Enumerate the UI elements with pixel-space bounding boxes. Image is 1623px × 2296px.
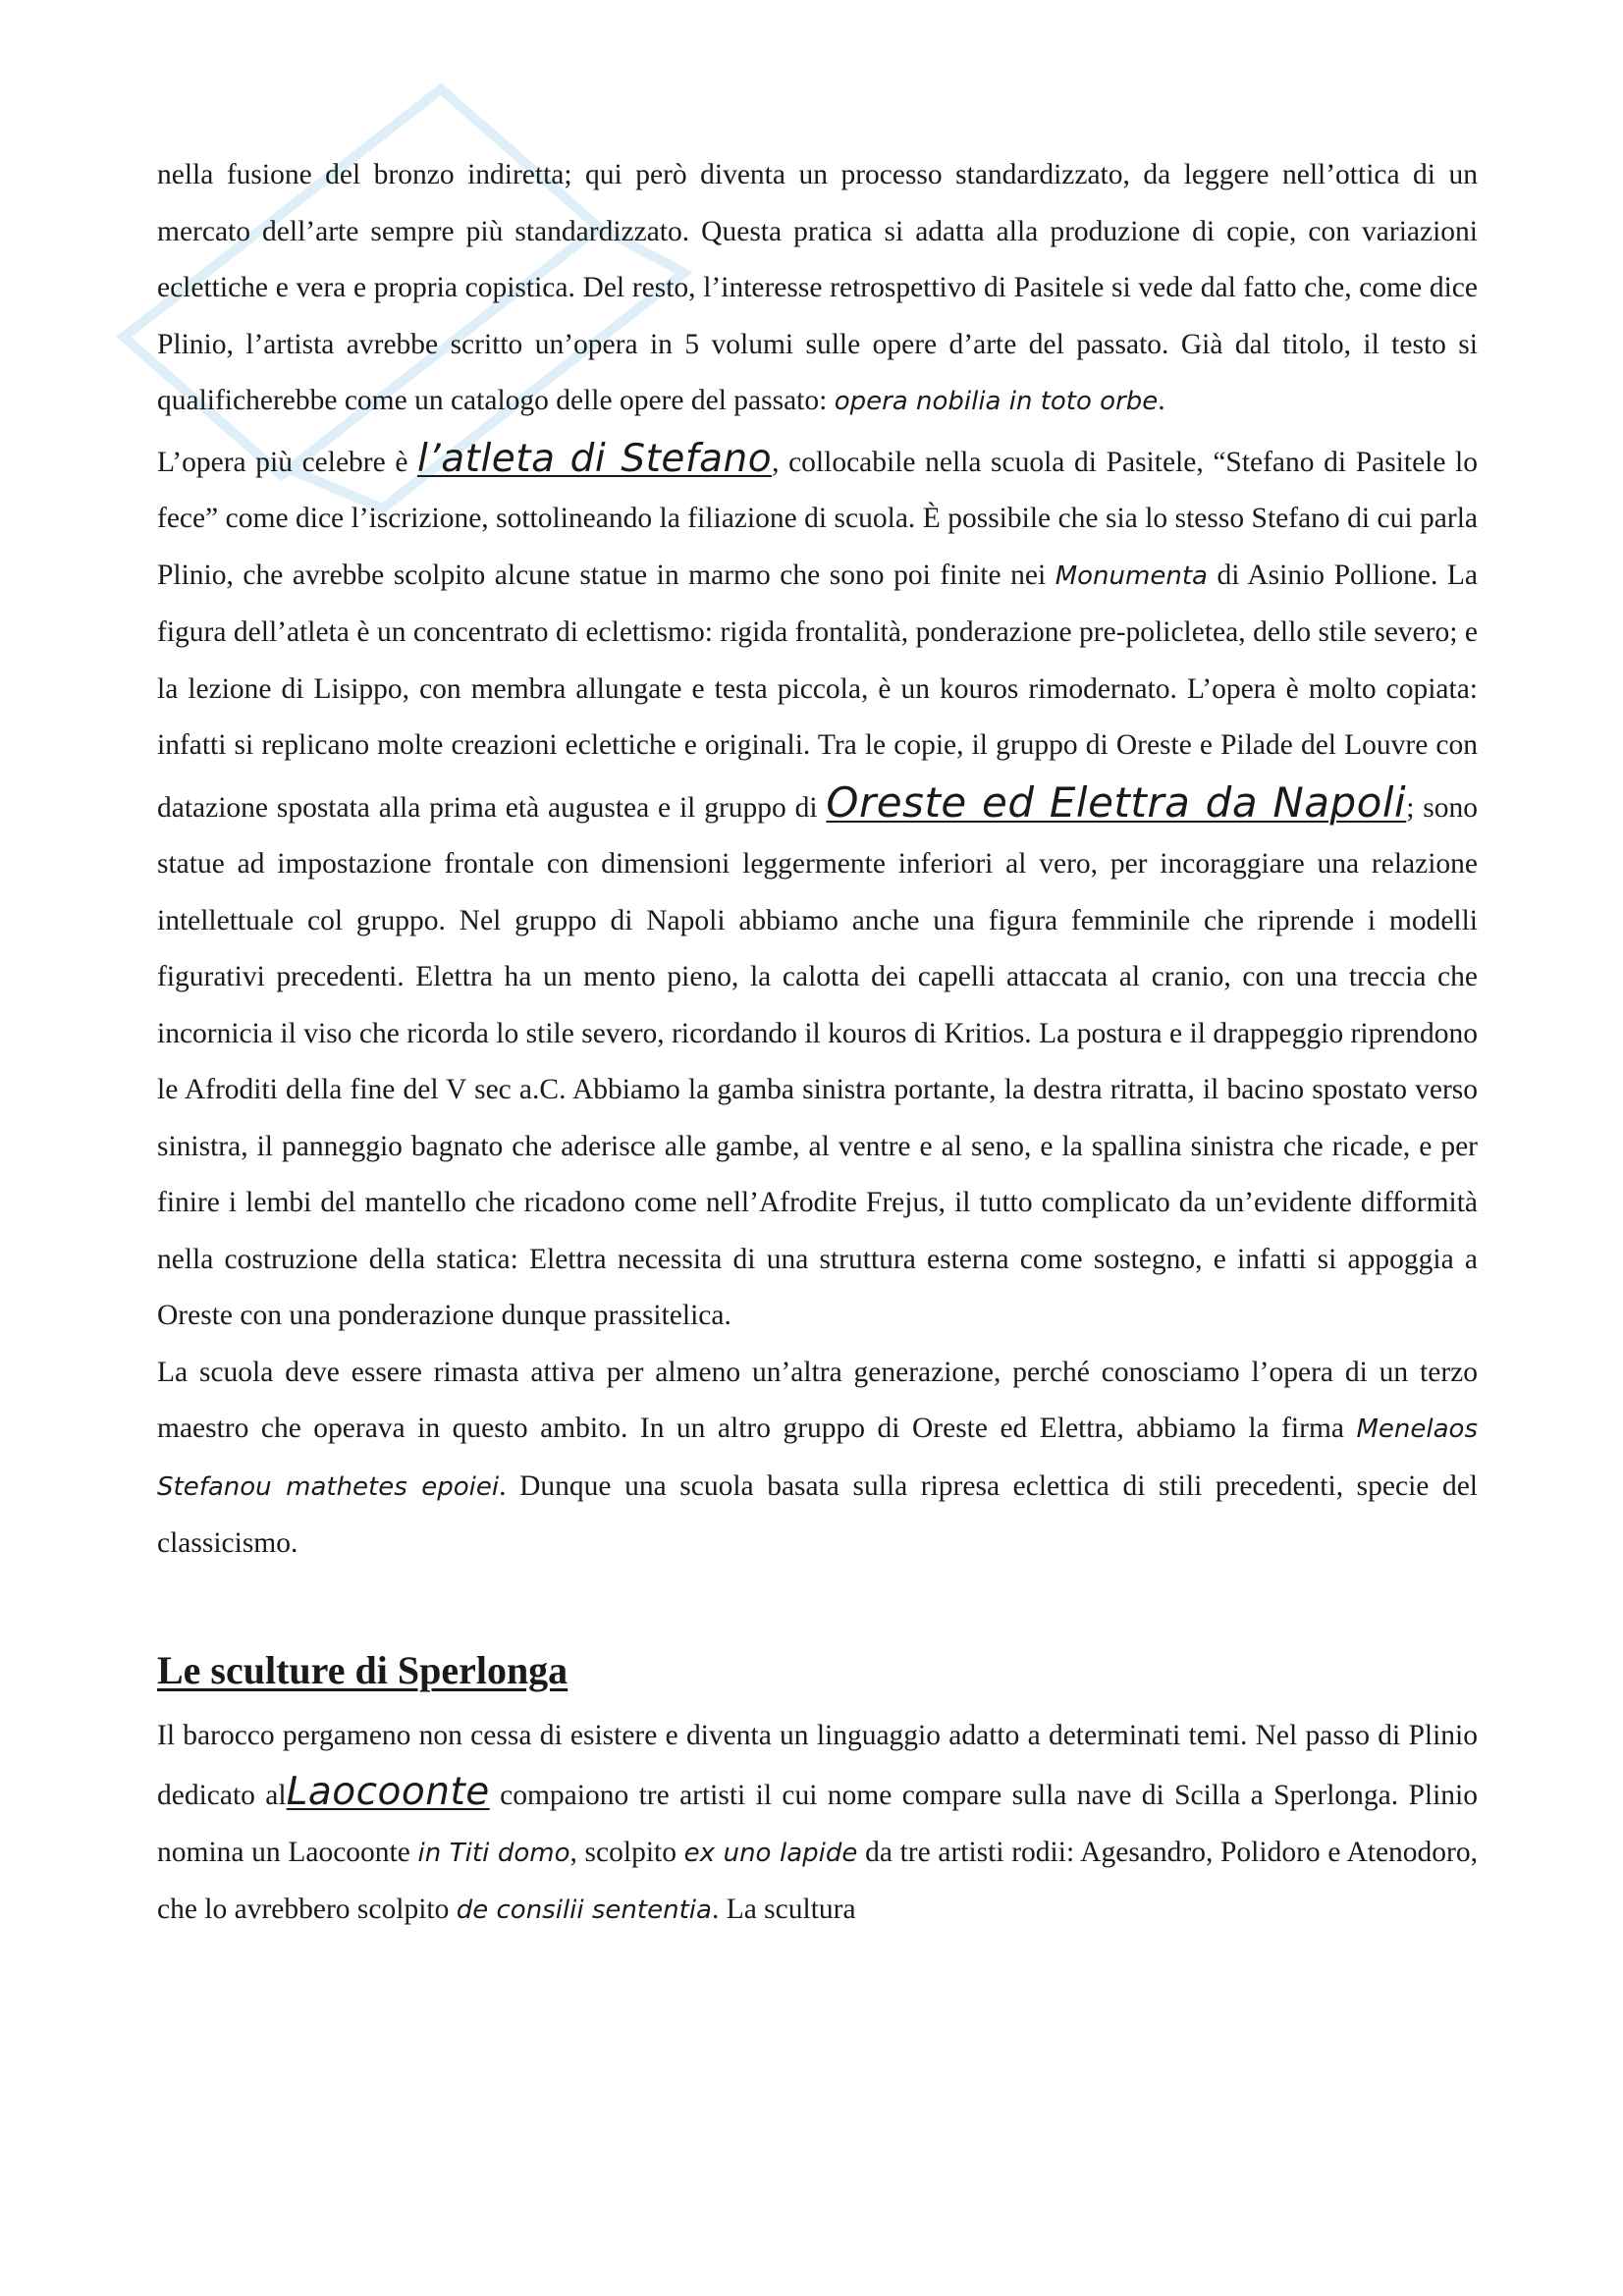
- p4-italic-ex-uno-lapide: ex uno lapide: [683, 1838, 858, 1868]
- p1-text: nella fusione del bronzo indiretta; qui però diventa un processo standardizzato, da leggere nell’ottica di un mercato dell’arte sempre più standardizzato. Questa pratica si adatta alla produzione di copie, con variazioni eclettiche e vera e propria copistica. Del resto, l’interesse retrospettivo di Pasitele si vede dal fatto che, come dice Plinio, l’artista avrebbe scritto un’opera in 5 volumi sulle opere d’arte del passato. Già dal titolo, il testo si qualificherebbe come un catalogo delle opere del passato:: [157, 159, 1478, 416]
- p1-italic-title: opera nobilia in toto orbe: [834, 387, 1159, 416]
- p3-text-b: . Dunque una scuola basata sulla ripresa eclettica di stili precedenti, specie del classicismo.: [157, 1469, 1478, 1559]
- paragraph-1: [157, 147, 1478, 431]
- p4-text-c: , scolpito: [569, 1836, 684, 1868]
- p4-italic-in-titi-domo: in Titi domo: [417, 1838, 570, 1868]
- section-heading: Le sculture di Sperlonga: [157, 1647, 568, 1692]
- p2-text-d: ; sono statue ad impostazione frontale con dimensioni leggermente inferiori al vero, per incoraggiare una relazione intellettuale col gruppo. Nel gruppo di Napoli abbiamo anche una figura femminile che riprende i modelli figurativi precedenti. Elettra ha un mento pieno, la calotta dei capelli attaccata al cranio, con una treccia che incornicia il viso che ricorda lo stile severo, ricordando il kouros di Kritios. La postura e il drappeggio riprendono le Afroditi della fine del V sec a.C. Abbiamo la gamba sinistra portante, la destra ritratta, il bacino spostato verso sinistra, il panneggio bagnato che aderisce alle gambe, al ventre e al seno, e la spallina sinistra che ricade, e per finire i lembi del mantello che ricadono come nell’Afrodite Frejus, il tutto complicato da un’evidente difformità nella costruzione della statica: Elettra necessita di una struttura esterna come sostegno, e infatti si appoggia a Oreste con una ponderazione dunque prassitelica.: [157, 791, 1478, 1331]
- link-laocoonte[interactable]: Laocoonte: [286, 1770, 490, 1814]
- p4-text-d: da tre artisti rodii: Agesandro, Polidoro e Atenodoro, che lo avrebbero scolpito: [157, 1836, 1478, 1925]
- p4-text-e: . La scultura: [711, 1894, 856, 1925]
- p2-italic-monumenta: Monumenta: [1055, 561, 1208, 591]
- link-oreste-ed-elettra[interactable]: Oreste ed Elettra da Napoli: [826, 777, 1407, 827]
- p2-text-b: , collocabile nella scuola di Pasitele, “Stefano di Pasitele lo fece” come dice l’iscrizione, sottolineando la filiazione di scuola. È possibile che sia lo stesso Stefano di cui parla Plinio, che avrebbe scolpito alcune statue in marmo che sono poi finite nei: [157, 446, 1479, 591]
- p4-italic-de-consilii: de consilii sententia: [456, 1896, 712, 1925]
- p4-text-a: Il barocco pergameno non cessa di esistere e diventa un linguaggio adatto a determinati temi. Nel passo di Plinio dedicato al: [157, 1719, 1478, 1811]
- paragraph-4: [157, 1708, 1478, 1940]
- p3-text-a: La scuola deve essere rimasta attiva per almeno un’altra generazione, perché conosciamo l’opera di un terzo maestro che operava in questo ambito. In un altro gruppo di Oreste ed Elettra, abbiamo la firma: [157, 1356, 1478, 1444]
- link-atleta-di-stefano[interactable]: l’atleta di Stefano: [417, 436, 773, 481]
- document-body: [157, 147, 1478, 1940]
- p3-italic-signature: Menelaos Stefanou mathetes epoiei: [157, 1415, 1478, 1502]
- p2-text-c: di Asinio Pollione. La figura dell’atleta è un concentrato di eclettismo: rigida frontalità, ponderazione pre-policletea, dello stile severo; e la lezione di Lisippo, con membra allungate e testa piccola, è un kouros rimodernato. L’opera è molto copiata: infatti si replicano molte creazioni eclettiche e originali. Tra le copie, il gruppo di Oreste e Pilade del Louvre con datazione spostata alla prima età augustea e il gruppo di: [157, 559, 1478, 824]
- p2-text-a: L’opera più celebre è: [157, 446, 418, 478]
- paragraph-3: [157, 1345, 1478, 1573]
- p1-end: .: [1158, 385, 1165, 416]
- p4-text-b: compaiono tre artisti il cui nome compare sulla nave di Scilla a Sperlonga. Plinio nomina un Laocoonte: [157, 1780, 1478, 1868]
- paragraph-2: [157, 431, 1478, 1345]
